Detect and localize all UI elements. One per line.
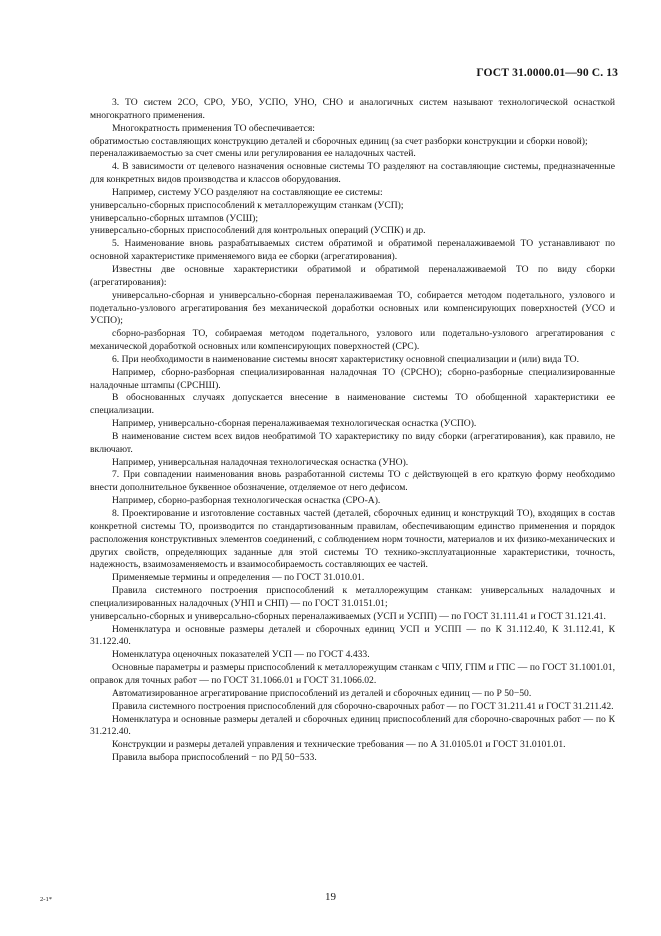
paragraph: Например, универсально-сборная переналаживаемая технологическая оснастка (УСПО). [112,418,477,430]
paragraph: Например, универсальная наладочная технологическая оснастка (УНО). [112,456,409,468]
paragraph: Номенклатура оценочных показателей УСП — по ГОСТ 4.433. [112,649,370,661]
paragraph: Правила системного построения приспособлений для сборочно-сварочных работ — по ГОСТ 31.211.41 и ГОСТ 31.211.42. [112,700,614,712]
paragraph: 8. Проектирование и изготовление составных частей (деталей, сборочных единиц и конструкций ТО), входящих в состав конкретной системы ТО, производится по стандартизованным правилам, обеспечивающим единство применения и порядок расположения конструктивных элементов соединений, с соблюдением норм точности, материалов и их физико-механических и других свойств, определяющих заданные для этой системы ТО технико-эксплуатационные характеристики, точность, надежность, взаимозаменяемость и взаимособираемость составляющих ее частей. [90,508,615,571]
paragraph: 4. В зависимости от целевого назначения основные системы ТО разделяют на составляющие системы, предназначенные для конкретных видов производства и классов оборудования. [90,161,615,186]
paragraph: Например, сборно-разборная специализированная наладочная ТО (СРСНО); сборно-разборные специализированные наладочные штампы (СРСНШ). [90,366,615,391]
paragraph: Номенклатура и основные размеры деталей и сборочных единиц УСП и УСПП — по К 31.112.40, К 31.112.41, К 31.122.40. [90,623,615,648]
paragraph: Например, систему УСО разделяют на составляющие ее системы: [112,186,383,198]
paragraph: сборно-разборная ТО, собираемая методом подетального, узлового или подетально-узлового агрегатирования с механической доработкой основных или компенсирующих поверхностей (СРС). [90,328,615,353]
paragraph: универсально-сборных приспособлений к металлорежущим станкам (УСП); [90,199,404,211]
paragraph: В наименование систем всех видов необратимой ТО характеристику по виду сборки (агрегатирования), как правило, не включают. [90,430,615,455]
paragraph: обратимостью составляющих конструкцию деталей и сборочных единиц (за счет разборки конструкции и сборки новой); [90,135,588,147]
paragraph: Правила системного построения приспособлений к металлорежущим станкам: универсальных наладочных и специализированных наладочных (УНП и СНП) — по ГОСТ 31.0151.01; [90,585,615,609]
paragraph: Многократность применения ТО обеспечивается: [112,122,315,134]
paragraph: 6. При необходимости в наименование системы вносят характеристику основной специализации и (или) вида ТО. [112,353,579,365]
paragraph: универсально-сборных приспособлений для контрольных операций (УСПК) и др. [90,225,426,237]
paragraph: Известны две основные характеристики обратимой и обратимой переналаживаемой ТО по виду сборки (агрегатирования): [90,263,615,288]
paragraph: Автоматизированное агрегатирование приспособлений из деталей и сборочных единиц — по Р 50−50. [112,687,532,699]
paragraph: переналаживаемостью за счет смены или регулирования ее наладочных частей. [90,148,416,160]
paragraph: Например, сборно-разборная технологическая оснастка (СРО-А). [112,495,381,507]
paragraph: Основные параметры и размеры приспособлений к металлорежущим станкам с ЧПУ, ГПМ и ГПС — по ГОСТ 31.1001.01, оправок для точных работ — по ГОСТ 31.1066.01 и ГОСТ 31.1066.02. [90,662,615,686]
paragraph: Номенклатура и основные размеры деталей и сборочных единиц приспособлений для сборочно-сварочных работ — по К 31.212.40. [90,713,615,738]
paragraph: универсально-сборная и универсально-сборная переналаживаемая ТО, собирается методом подетального, узлового и подетально-узлового агрегатирования без механической доработки основных или компенсирующих поверхностей (УСО и УСПО); [90,289,615,327]
paragraph: универсально-сборных штампов (УСШ); [90,212,259,224]
paragraph: Конструкции и размеры деталей управления и технические требования — по А 31.0105.01 и ГОСТ 31.0101.01. [112,739,566,751]
page-header: ГОСТ 31.0000.01—90 С. 13 [476,66,618,79]
paragraph: 7. При совпадении наименования вновь разработанной системы ТО с действующей в его краткую форму необходимо внести дополнительное буквенное обозначение, отделяемое от него дефисом. [90,469,615,494]
footer-mark: 2-1* [40,896,53,903]
paragraph: универсально-сборных и универсально-сборных переналаживаемых (УСП и УСПП) — по ГОСТ 31.111.41 и ГОСТ 31.121.41. [90,610,606,622]
page-number: 19 [325,891,336,903]
paragraph: В обоснованных случаях допускается внесение в наименование системы ТО обобщенной характеристики ее специализации. [90,392,615,417]
document-body [90,97,615,765]
paragraph: Применяемые термины и определения — по ГОСТ 31.010.01. [112,572,365,584]
paragraph: 3. ТО систем 2СО, СРО, УБО, УСПО, УНО, СНО и аналогичных систем называют технологической оснасткой многократного применения. [90,97,615,121]
paragraph: 5. Наименование вновь разрабатываемых систем обратимой и обратимой переналаживаемой ТО устанавливают по основной характеристике применяемого вида ее сборки (агрегатирования). [90,238,615,263]
paragraph: Правила выбора приспособлений − по РД 50−533. [112,752,317,764]
